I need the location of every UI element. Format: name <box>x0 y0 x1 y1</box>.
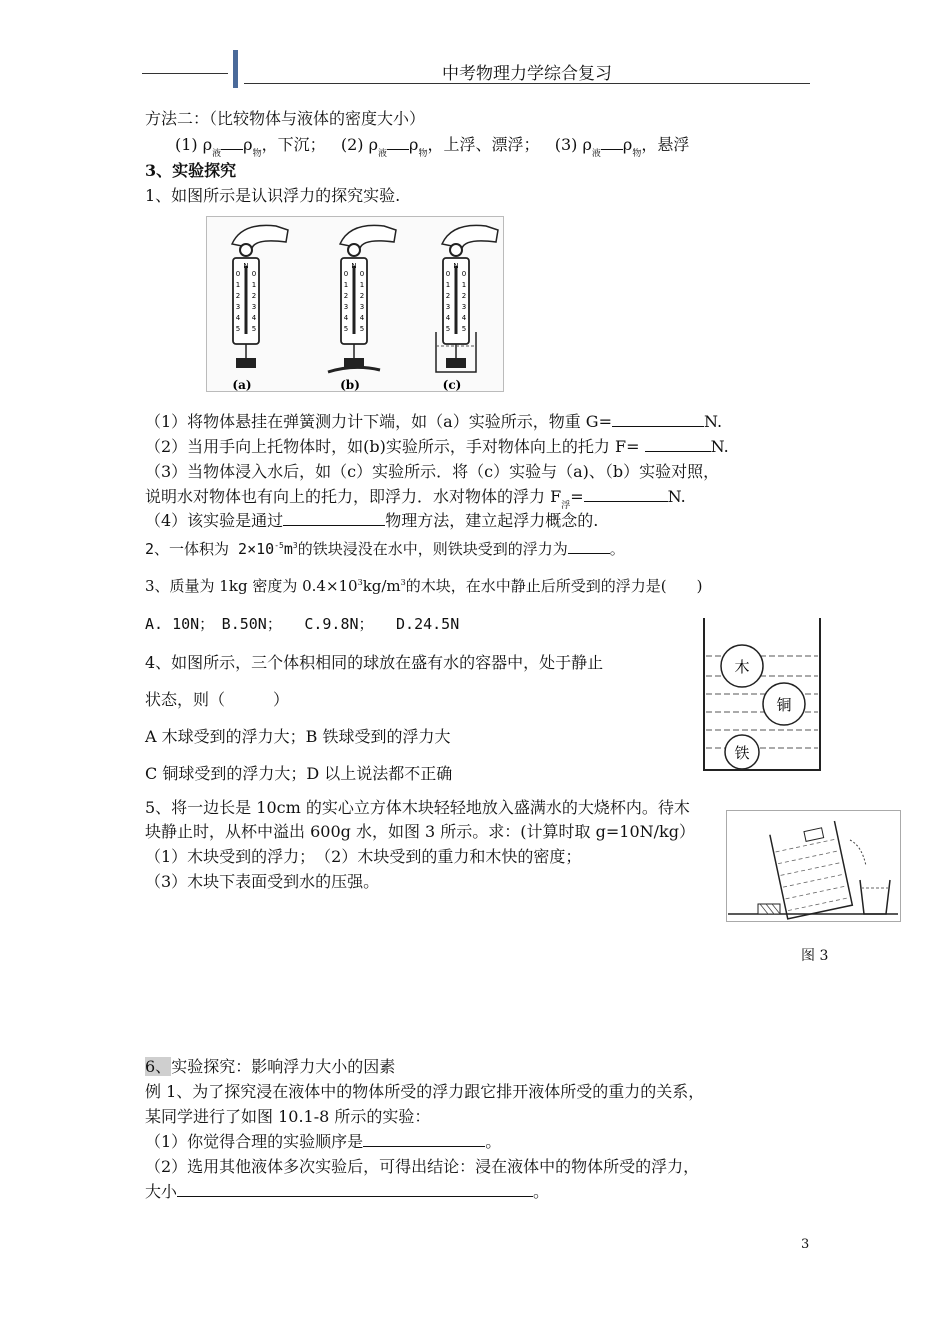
q4-line1: 4、如图所示，三个体积相同的球放在盛有水的容器中，处于静止 <box>145 653 604 672</box>
scale-mark: 4 <box>251 314 257 322</box>
q5-line4: （3）木块下表面受到水的压强。 <box>145 872 380 891</box>
ex1-line1: 例 1、为了探究浸在液体中的物体所受的浮力跟它排开液体所受的重力的关系， <box>145 1082 705 1101</box>
ex1-line5: 大小 。 <box>145 1182 550 1201</box>
scale-mark: 1 <box>461 281 467 289</box>
scale-mark: 2 <box>445 292 451 300</box>
copper-ball-label: 铜 <box>776 696 792 714</box>
scale-mark: 1 <box>445 281 451 289</box>
ex1-line2: 某同学进行了如图 10.1-8 所示的实验： <box>145 1107 431 1126</box>
scale-mark: 0 <box>359 270 365 278</box>
spring-scale-figure <box>206 216 504 392</box>
scale-mark: 4 <box>235 314 241 322</box>
q4-option-a: A 木球受到的浮力大；B 铁球受到的浮力大 <box>145 727 451 746</box>
scale-mark: 3 <box>235 303 241 311</box>
scale-mark: 3 <box>461 303 467 311</box>
scale-mark: 0 <box>343 270 349 278</box>
scale-mark: 1 <box>251 281 257 289</box>
scale-mark: 4 <box>359 314 365 322</box>
scale-mark: 0 <box>251 270 257 278</box>
figure-panel-label: (b) <box>340 378 360 392</box>
scale-mark: 0 <box>235 270 241 278</box>
scale-mark: 3 <box>251 303 257 311</box>
q5-line2: 块静止时，从杯中溢出 600g 水，如图 3 所示。求：(计算时取 g=10N/kg） <box>145 822 695 841</box>
scale-mark: 1 <box>235 281 241 289</box>
section6-title: 6、实验探究：影响浮力大小的因素 <box>145 1057 396 1076</box>
ex1-line3: （1）你觉得合理的实验顺序是 。 <box>145 1132 502 1151</box>
scale-mark: 3 <box>359 303 365 311</box>
figure3-caption: 图 3 <box>801 948 829 964</box>
scale-mark: 2 <box>235 292 241 300</box>
q1-line5: （4）该实验是通过 物理方法，建立起浮力概念的. <box>145 511 599 530</box>
q1-line2: （2）当用手向上托物体时，如(b)实验所示，手对物体向上的托力 F= N. <box>145 437 729 456</box>
scale-mark: 2 <box>461 292 467 300</box>
scale-unit-label: N <box>351 262 357 270</box>
scale-mark: 4 <box>445 314 451 322</box>
overflow-beaker-figure <box>726 810 901 922</box>
scale-mark: 5 <box>445 325 451 333</box>
q5-line3: （1）木块受到的浮力； （2）木块受到的重力和木快的密度； <box>145 847 582 866</box>
scale-mark: 0 <box>445 270 451 278</box>
scale-mark: 2 <box>251 292 257 300</box>
q1-line1: （1）将物体悬挂在弹簧测力计下端，如（a）实验所示，物重 G= N. <box>145 412 723 431</box>
header-title: 中考物理力学综合复习 <box>442 64 612 84</box>
iron-ball-label: 铁 <box>734 744 750 762</box>
scale-mark: 5 <box>235 325 241 333</box>
q1-line4: 说明水对物体也有向上的托力，即浮力．水对物体的浮力 $F_浮= N$. <box>145 487 686 511</box>
q2: 2、一体积为 $2\times 10^{-5}m^3$的铁块浸没在水中，则铁块受到的浮力为 。 <box>145 540 625 558</box>
header-accent-bar <box>233 50 238 88</box>
scale-mark: 2 <box>359 292 365 300</box>
scale-mark: 4 <box>461 314 467 322</box>
wood-ball-label: 木 <box>734 658 750 676</box>
header-rule-left <box>142 73 228 74</box>
q5-line1: 5、将一边长是 10cm 的实心立方体木块轻轻地放入盛满水的大烧杯内。待木 <box>145 798 690 817</box>
scale-mark: 5 <box>461 325 467 333</box>
figure-panel-label: (a) <box>232 378 252 392</box>
scale-mark: 0 <box>461 270 467 278</box>
figure-panel-label: (c) <box>442 378 462 392</box>
q4-line2: 状态，则（ ） <box>145 690 290 709</box>
scale-mark: 1 <box>359 281 365 289</box>
ex1-line4: （2）选用其他液体多次实验后，可得出结论：浸在液体中的物体所受的浮力， <box>145 1157 700 1176</box>
balls-container-figure <box>700 616 825 772</box>
q3: 3、质量为 1kg 密度为 $0.4\times 10^3kg/m^3$的木块，在水中静止后所受到的浮力是( ) <box>145 577 703 595</box>
q1-line3: （3）当物体浸入水后，如（c）实验所示．将（c）实验与（a)、（b）实验对照， <box>145 462 720 481</box>
section3-title: 3、实验探究 <box>145 161 237 180</box>
scale-mark: 5 <box>359 325 365 333</box>
scale-mark: 5 <box>343 325 349 333</box>
page-number: 3 <box>801 1237 810 1252</box>
scale-mark: 3 <box>343 303 349 311</box>
scale-mark: 4 <box>343 314 349 322</box>
scale-mark: 2 <box>343 292 349 300</box>
scale-mark: 3 <box>445 303 451 311</box>
scale-unit-label: N <box>453 262 459 270</box>
q4-option-c: C 铜球受到的浮力大；D 以上说法都不正确 <box>145 764 453 783</box>
q3-options: A. 10N； B.50N； C.9.8N； D.24.5N <box>145 615 460 633</box>
scale-mark: 5 <box>251 325 257 333</box>
method2-line: (1) $\rho_液$ $\rho_物$，下沉； (2) $\rho_液$ $\rho_物$，上浮、漂浮； (3) $\rho_液$ $\rho_物$，悬浮 <box>175 135 690 159</box>
scale-mark: 1 <box>343 281 349 289</box>
q1-stem: 1、如图所示是认识浮力的探究实验. <box>145 186 401 205</box>
scale-unit-label: N <box>243 262 249 270</box>
method2-title: 方法二：（比较物体与液体的密度大小） <box>145 109 426 128</box>
